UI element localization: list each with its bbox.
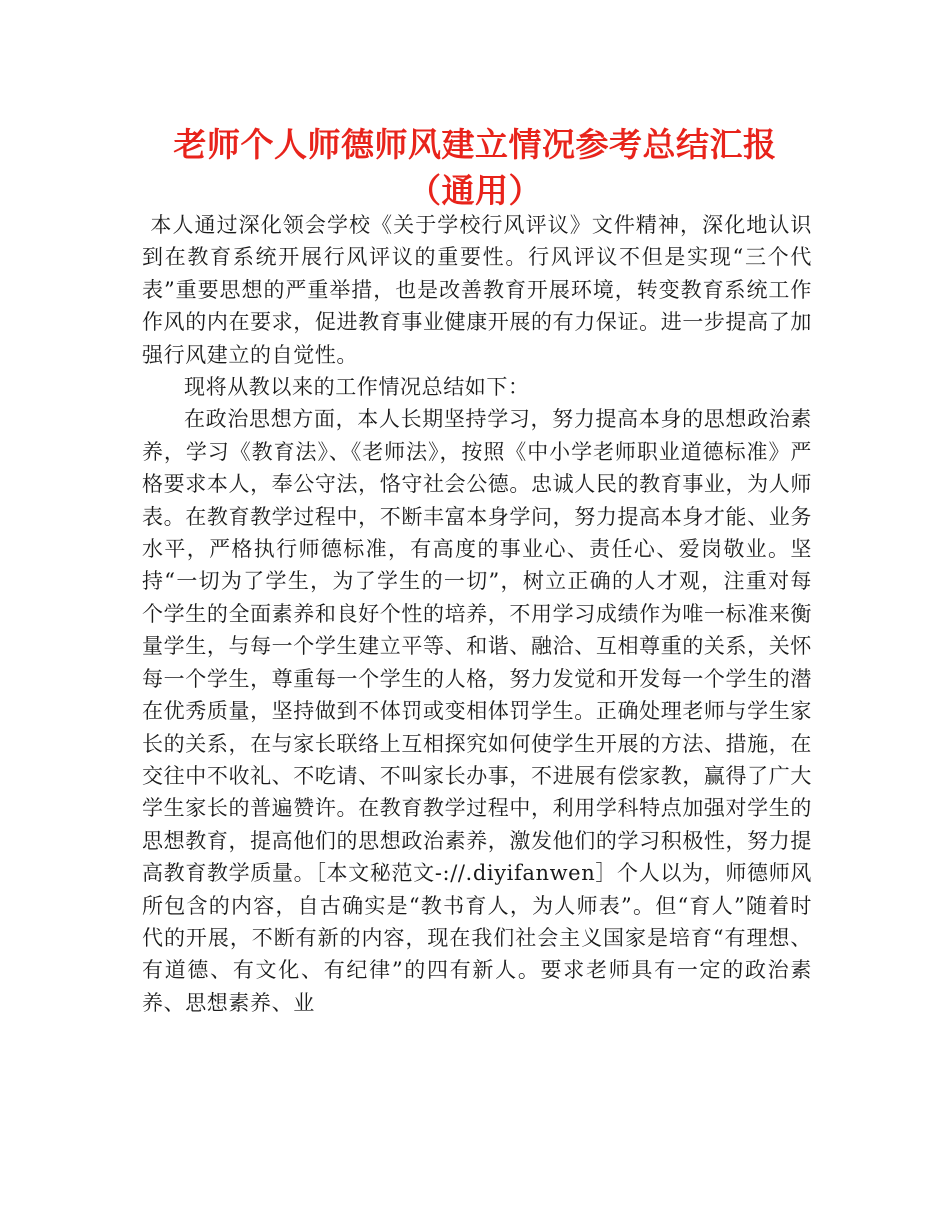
document-title: 老师个人师德师风建立情况参考总结汇报（通用）: [173, 125, 777, 210]
paragraph-intro: 本人通过深化领会学校《关于学校行风评议》文件精神，深化地认识到在教育系统开展行风评议的重要性。行风评议不但是实现“三个代表”重要思想的严重举措，也是改善教育开展环境，转变教育系统工作作风的内在要求，促进教育事业健康开展的有力保证。进一步提高了加强行风建立的自觉性。: [142, 213, 812, 367]
paragraph-political-thought: 在政治思想方面，本人长期坚持学习，努力提高本身的思想政治素养，学习《教育法》、《老师法》，按照《中小学老师职业道德标准》严格要求本人，奉公守法，恪守社会公德。忠诚人民的教育事业，为人师表。在教育教学过程中，不断丰富本身学问，努力提高本身才能、业务水平，严格执行师德标准，有高度的事业心、责任心、爱岗敬业。坚持“一切为了学生，为了学生的一切”，树立正确的人才观，注重对每个学生的全面素养和良好个性的培养，不用学习成绩作为唯一标准来衡量学生，与每一个学生建立平等、和谐、融洽、互相尊重的关系，关怀每一个学生，尊重每一个学生的人格，努力发觉和开发每一个学生的潜在优秀质量，坚持做到不体罚或变相体罚学生。正确处理老师与学生家长的关系，在与家长联络上互相探究如何使学生开展的方法、措施，在交往中不收礼、不吃请、不叫家长办事，不进展有偿家教，赢得了广大学生家长的普遍赞许。在教育教学过程中，利用学科特点加强对学生的思想教育，提高他们的思想政治素养，激发他们的学习积极性，努力提高教育教学质量。［本文秘范文-://.diyifanwen］个人以为，师德师风所包含的内容，自古确实是“教书育人，为人师表”。但“育人”随着时代的开展，不断有新的内容，现在我们社会主义国家是培育“有理想、有道德、有文化、有纪律”的四有新人。要求老师具有一定的政治素养、思想素养、业: [142, 407, 812, 1015]
document-body: [142, 209, 812, 1019]
paragraph-summary-lead: 现将从教以来的工作情况总结如下：: [184, 375, 530, 400]
